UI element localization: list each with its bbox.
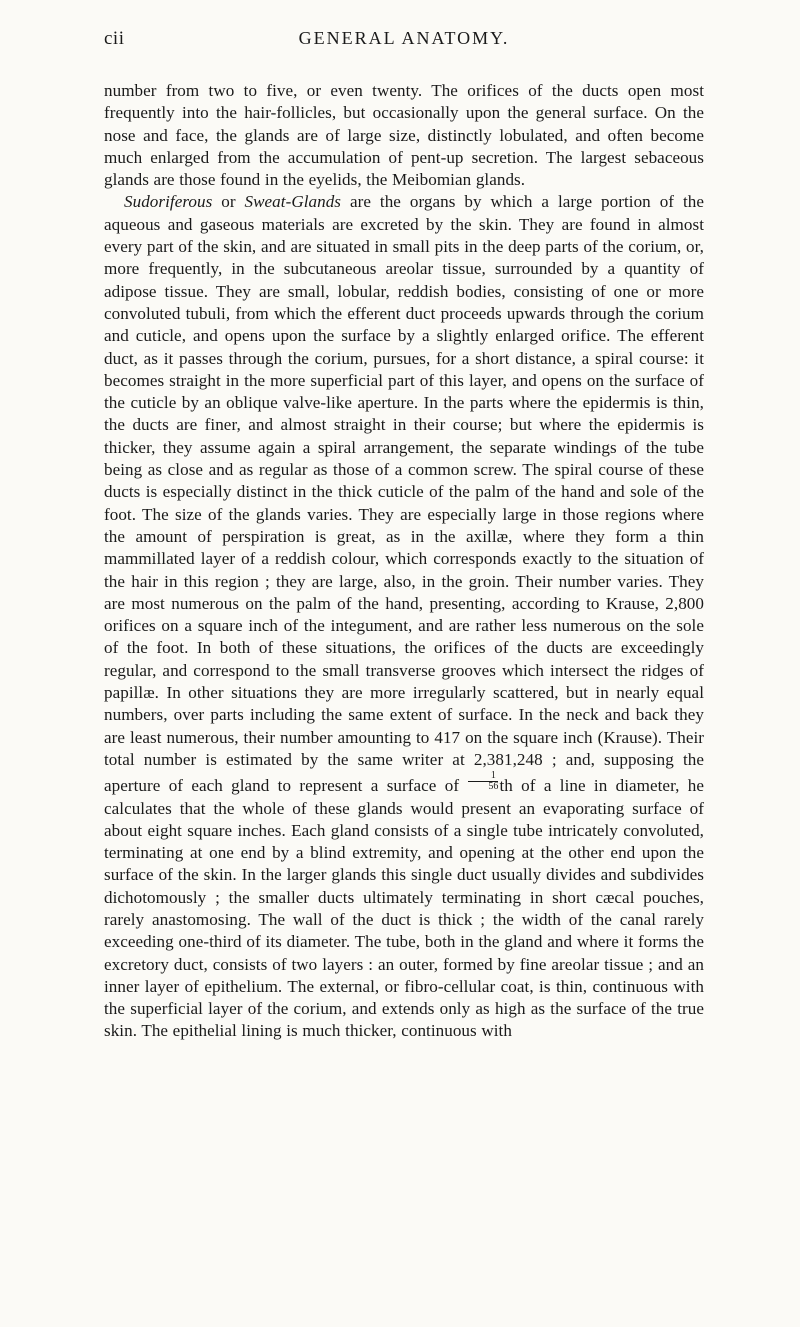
- fraction-numerator: 1: [468, 771, 498, 782]
- body-text: [104, 80, 704, 1043]
- text-segment: or: [212, 192, 245, 212]
- paragraph-continuation: number from two to five, or even twenty. The orifices of the ducts open most frequently into the hair-follicles, but occasionally upon the general surface. On the nose and face, the glands are of large size, distinctly lobulated, and often become much enlarged from the accumulation of pent-up secretion. The largest sebaceous glands are those found in the eyelids, the Meibomian glands.: [104, 81, 704, 190]
- term-sweat-glands: Sweat-Glands: [244, 192, 342, 212]
- text-segment: are the organs by which a large portion of the aqueous and gaseous materials are excreted by the skin. They are found in almost every part of the skin, and are situated in small pits in the deep parts of the corium, or, more frequently, in the subcutaneous areolar tissue, surrounded by a quantity of adipose tissue. They are small, lobular, reddish bodies, consisting of one or more convoluted tubuli, from which the efferent duct proceeds upwards through the corium and cuticle, and opens upon the surface by a slightly enlarged orifice. The efferent duct, as it passes through the corium, pursues, for a short distance, a spiral course: it becomes straight in the more superficial part of this layer, and opens on the surface of the cuticle by an oblique valve-like aperture. In the parts where the epidermis is thin, the ducts are finer, and almost straight in their course; but where the epidermis is thicker, they assume again a spiral arrangement, the separate windings of the tube being as close and as regular as those of a common screw. The spiral course of these ducts is especially distinct in the thick cuticle of the palm of the hand and sole of the foot. The size of the glands varies. They are especially large in those regions where the amount of perspiration is great, as in the axillæ, where they form a thin mammillated layer of a reddish colour, which corresponds exactly to the situation of the hair in this region ; they are large, also, in the groin. Their number varies. They are most numerous on the palm of the hand, presenting, according to Krause, 2,800 orifices on a square inch of the integument, and are rather less numerous on the sole of the foot. In both of these situations, the orifices of the ducts are exceedingly regular, and correspond to the small transverse grooves which intersect the ridges of papillæ. In other situations they are more irregularly scattered, but in nearly equal numbers, over parts including the same extent of surface. In the neck and back they are least numerous, their number amounting to 417 on the square inch (Krause). Their total number is estimated by the same writer at 2,381,248 ; and, supposing the aperture of each gland to represent a surface of: [104, 192, 704, 796]
- paragraph-sweat-glands: [104, 191, 704, 1042]
- running-title: GENERAL ANATOMY.: [298, 28, 510, 48]
- term-sudoriferous: Sudoriferous: [124, 192, 213, 212]
- fraction-denominator: 56: [488, 781, 499, 793]
- fraction: [468, 771, 498, 792]
- text-segment: th of a line in diameter, he calculates that the whole of these glands would present an evaporating surface of about eight square inches. Each gland consists of a single tube intricately convoluted, terminating at one end by a blind extremity, and opening at the other end upon the surface of the skin. In the larger glands this single duct usually divides and subdivides dichotomously ; the smaller ducts ultimately terminating in short cæcal pouches, rarely anastomosing. The wall of the duct is thick ; the width of the canal rarely exceeding one-third of its diameter. The tube, both in the gland and where it forms the excretory duct, consists of two layers : an outer, formed by fine areolar tissue ; and an inner layer of epithelium. The external, or fibro-cellular coat, is thin, continuous with the superficial layer of the corium, and extends only as high as the surface of the true skin. The epithelial lining is much thicker, continuous with: [104, 776, 704, 1041]
- page-number: cii: [104, 28, 125, 49]
- page-header: [104, 28, 704, 58]
